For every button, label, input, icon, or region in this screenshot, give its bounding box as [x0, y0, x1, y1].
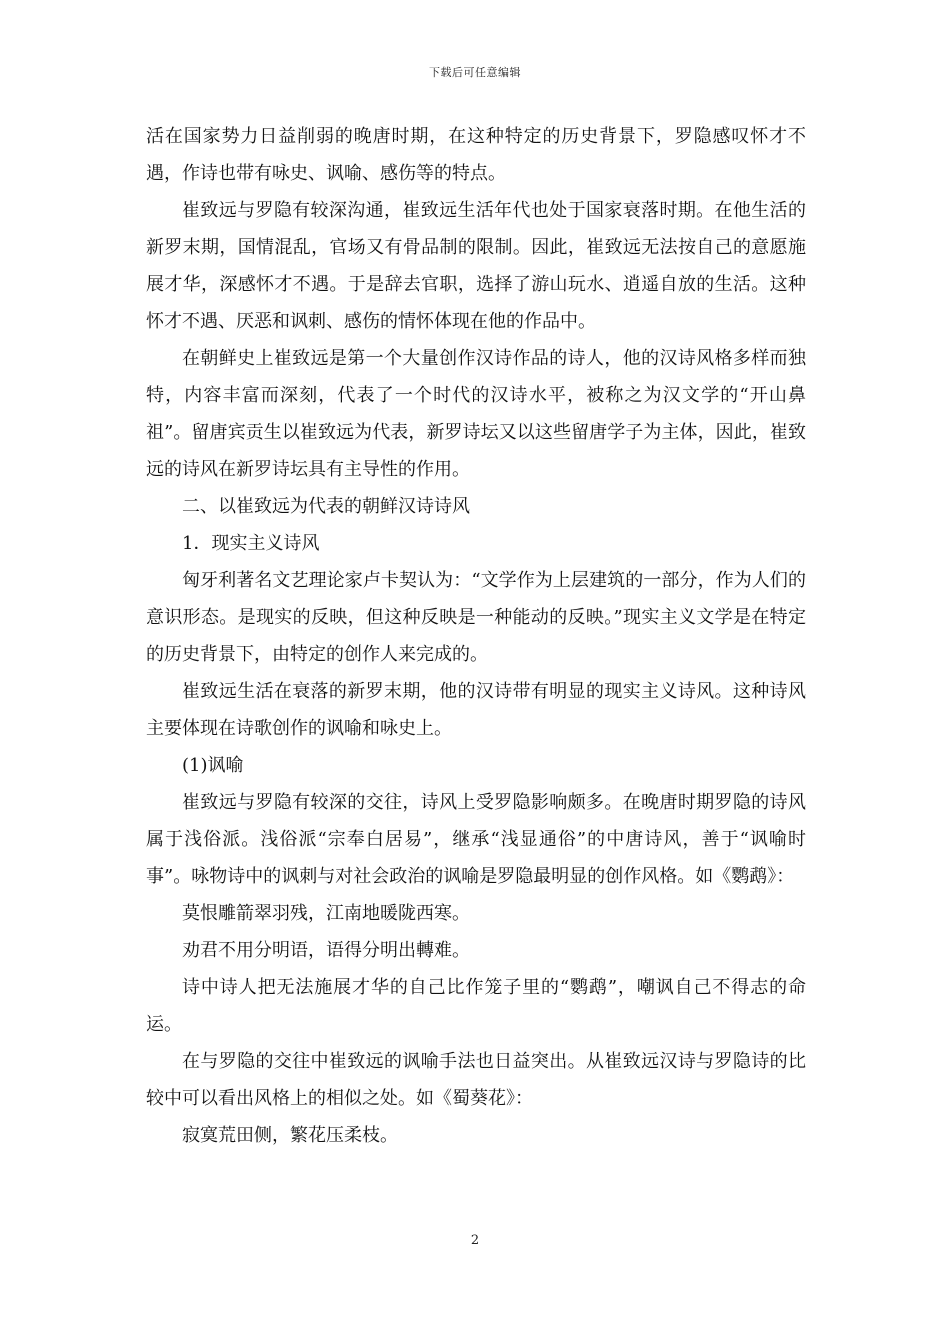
paragraph: 诗中诗人把无法施展才华的自己比作笼子里的“鹦鹉”，嘲讽自己不得志的命运。 — [146, 977, 806, 1035]
paragraph: 在与罗隐的交往中崔致远的讽喻手法也日益突出。从崔致远汉诗与罗隐诗的比较中可以看出风格上的相似之处。如《蜀葵花》： — [146, 1051, 806, 1109]
paragraph: 崔致远生活在衰落的新罗末期，他的汉诗带有明显的现实主义诗风。这种诗风主要体现在诗歌创作的讽喻和咏史上。 — [146, 681, 806, 739]
page-header: 下载后可任意编辑 — [429, 66, 521, 79]
paragraph: 崔致远与罗隐有较深沟通，崔致远生活年代也处于国家衰落时期。在他生活的新罗末期，国情混乱，官场又有骨品制的限制。因此，崔致远无法按自己的意愿施展才华，深感怀才不遇。于是辞去官职，选择了游山玩水、逍遥自放的生活。这种怀才不遇、厌恶和讽刺、感伤的情怀体现在他的作品中。 — [146, 200, 806, 332]
paragraph: 匈牙利著名文艺理论家卢卡契认为：“文学作为上层建筑的一部分，作为人们的意识形态。是现实的反映，但这种反映是一种能动的反映。”现实主义文学是在特定的历史背景下，由特定的创作人来完成的。 — [146, 570, 806, 665]
page-body — [146, 118, 806, 1154]
subsection-heading: (1)讽喻 — [182, 755, 244, 776]
paragraph: 在朝鲜史上崔致远是第一个大量创作汉诗作品的诗人，他的汉诗风格多样而独特，内容丰富而深刻，代表了一个时代的汉诗水平，被称之为汉文学的“开山鼻祖”。留唐宾贡生以崔致远为代表，新罗诗坛又以这些留唐学子为主体，因此，崔致远的诗风在新罗诗坛具有主导性的作用。 — [146, 348, 806, 480]
section-heading: 二、以崔致远为代表的朝鲜汉诗诗风 — [182, 496, 470, 517]
poem-line: 莫恨雕箭翠羽残，江南地暖陇西寒。 — [182, 903, 470, 924]
poem-line: 寂寞荒田侧，繁花压柔枝。 — [182, 1125, 398, 1146]
paragraph: 崔致远与罗隐有较深的交往，诗风上受罗隐影响颇多。在晚唐时期罗隐的诗风属于浅俗派。浅俗派“宗奉白居易”，继承“浅显通俗”的中唐诗风，善于“讽喻时事”。咏物诗中的讽刺与对社会政治的讽喻是罗隐最明显的创作风格。如《鹦鹉》： — [146, 792, 806, 887]
paragraph-continued: 活在国家势力日益削弱的晚唐时期，在这种特定的历史背景下，罗隐感叹怀才不遇，作诗也带有咏史、讽喻、感伤等的特点。 — [146, 126, 806, 184]
subsection-heading: 1．现实主义诗风 — [182, 533, 320, 554]
poem-line: 劝君不用分明语，语得分明出轉难。 — [182, 940, 470, 961]
page-number: 2 — [470, 1233, 480, 1248]
